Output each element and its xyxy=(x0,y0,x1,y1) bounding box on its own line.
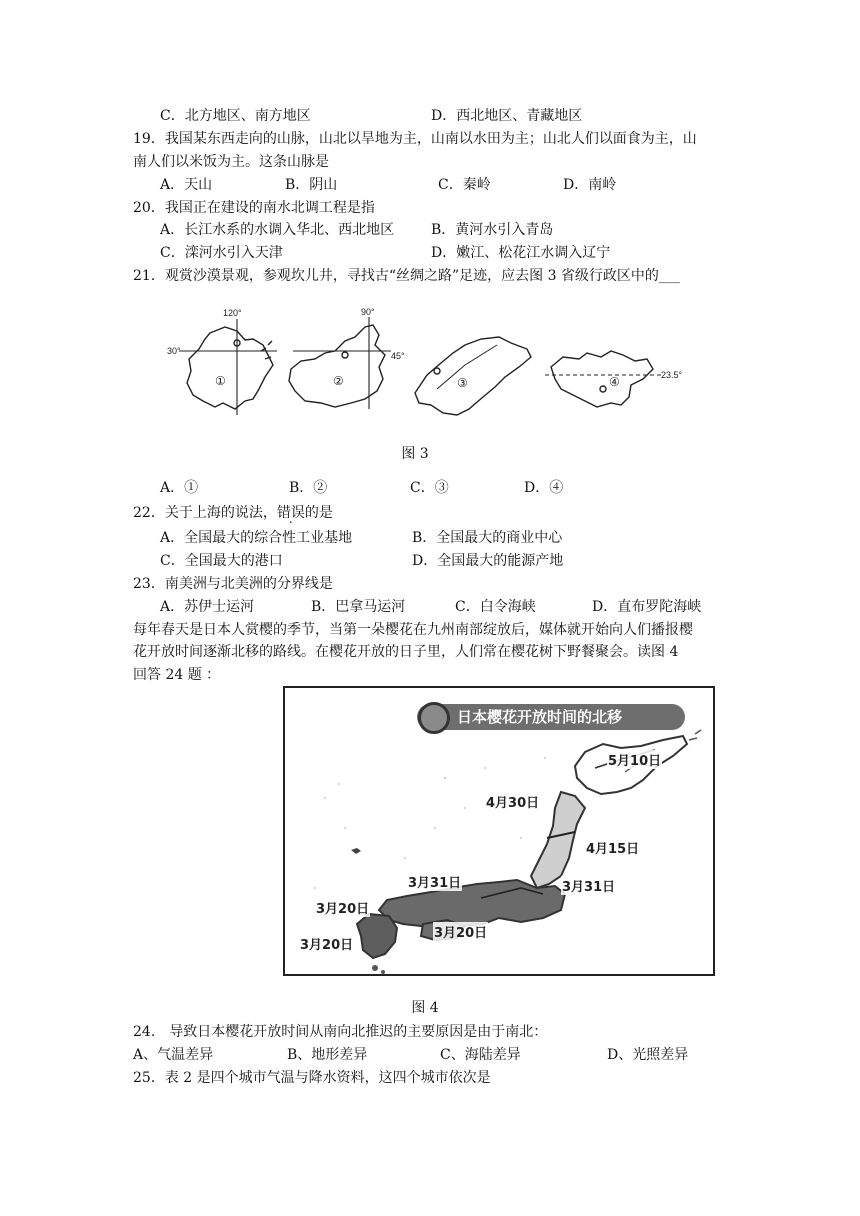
q18-option-d: D．西北地区、青藏地区 xyxy=(431,108,583,124)
q23-option-c: C．白令海峡 xyxy=(455,599,536,615)
q22-option-a: A．全国最大的综合性工业基地 xyxy=(160,530,353,546)
date-label-kyushu: 3月20日 xyxy=(299,934,354,953)
q20-option-b: B．黄河水引入青岛 xyxy=(431,222,554,238)
q22-option-b: B．全国最大的商业中心 xyxy=(412,530,563,546)
q23-option-a: A．苏伊士运河 xyxy=(160,599,255,615)
intro-line2: 花开放时间逐渐北移的路线。在樱花开放的日子里，人们常在樱花树下野餐聚会。读图 4 xyxy=(133,644,679,660)
date-label-hokkaido-south: 4月30日 xyxy=(485,792,540,811)
q21-stem: 21．观赏沙漠景观，参观坎儿井，寻找古“丝绸之路”足迹，应去图 3 省级行政区中的___ xyxy=(133,268,680,284)
q22-stem xyxy=(133,503,333,523)
q23-option-d: D．直布罗陀海峡 xyxy=(592,599,702,615)
q21-option-c: C．③ xyxy=(410,480,449,496)
label-lon-120: 120° xyxy=(223,308,242,318)
q19-option-d: D．南岭 xyxy=(563,177,617,193)
intro-line1: 每年春天是日本人赏樱的季节，当第一朵樱花在九州南部绽放后，媒体就开始向人们播报樱 xyxy=(133,622,693,638)
q19-stem-line1: 19．我国某东西走向的山脉，山北以旱地为主，山南以水田为主；山北人们以面食为主，山 xyxy=(133,131,697,147)
label-lat-45: 45° xyxy=(391,351,405,361)
province-4-number: ④ xyxy=(609,375,620,389)
date-label-hokkaido-east: 5月10日 xyxy=(607,750,662,769)
date-label-tohoku: 4月15日 xyxy=(585,838,640,857)
q23-stem: 23．南美洲与北美洲的分界线是 xyxy=(133,576,333,592)
q20-option-c: C．滦河水引入天津 xyxy=(160,245,283,261)
label-lon-90: 90° xyxy=(361,307,375,317)
q24-stem: 24. 导致日本樱花开放时间从南向北推迟的主要原因是由于南北： xyxy=(133,1024,548,1040)
q24-option-a: A、气温差异 xyxy=(133,1047,214,1063)
japan-islands xyxy=(285,688,715,976)
q21-option-d: D．④ xyxy=(524,480,564,496)
date-label-chugoku: 3月20日 xyxy=(315,898,370,917)
q19-option-b: B．阴山 xyxy=(285,177,338,193)
q22-stem-emphasis: 错误 xyxy=(276,505,305,521)
q21-option-a: A．① xyxy=(160,480,199,496)
q19-stem-line2: 南人们以米饭为主。这条山脉是 xyxy=(133,154,329,170)
label-lat-23-5: 23.5° xyxy=(661,370,683,380)
label-lat-30: 30° xyxy=(167,346,181,356)
q20-option-d: D．嫩江、松花江水调入辽宁 xyxy=(431,245,611,261)
kyushu-shape xyxy=(357,914,397,958)
figure-3-caption: 图 3 xyxy=(401,446,429,462)
q20-option-a: A．长江水系的水调入华北、西北地区 xyxy=(160,222,395,238)
intro-line3: 回答 24 题 ： xyxy=(133,667,221,683)
q20-stem: 20．我国正在建设的南水北调工程是指 xyxy=(133,200,375,216)
q25-stem: 25．表 2 是四个城市气温与降水资料，这四个城市依次是 xyxy=(133,1070,491,1086)
date-label-shikoku: 3月20日 xyxy=(433,922,488,941)
q18-option-c: C．北方地区、南方地区 xyxy=(160,108,311,124)
q19-option-c: C．秦岭 xyxy=(438,177,491,193)
q24-option-b: B、地形差异 xyxy=(287,1047,368,1063)
province-3-number: ③ xyxy=(457,376,468,390)
q24-option-c: C、海陆差异 xyxy=(440,1047,521,1063)
figure-4-title: 日本樱花开放时间的北移 xyxy=(417,704,685,730)
province-2-outline xyxy=(289,325,385,407)
province-1-outline xyxy=(187,327,273,409)
q21-option-b: B．② xyxy=(289,480,328,496)
q22-option-d: D．全国最大的能源产地 xyxy=(412,553,564,569)
q19-option-a: A．天山 xyxy=(160,177,213,193)
date-label-kinki: 3月31日 xyxy=(407,872,462,891)
figure-4-caption: 图 4 xyxy=(411,1000,439,1016)
province-2-number: ② xyxy=(333,374,344,388)
date-label-kanto: 3月31日 xyxy=(561,876,616,895)
province-4-outline xyxy=(551,351,653,407)
figure-4-japan-map xyxy=(283,686,715,976)
q22-stem-pre: 22．关于上海的说法， xyxy=(133,505,277,521)
q22-stem-post: 的是 xyxy=(304,505,333,521)
province-3-outline xyxy=(415,337,531,415)
province-1-number: ① xyxy=(215,374,226,388)
q22-option-c: C．全国最大的港口 xyxy=(160,553,283,569)
q23-option-b: B．巴拿马运河 xyxy=(311,599,406,615)
figure-3-provinces xyxy=(165,305,685,425)
q24-option-d: D、光照差异 xyxy=(607,1047,689,1063)
